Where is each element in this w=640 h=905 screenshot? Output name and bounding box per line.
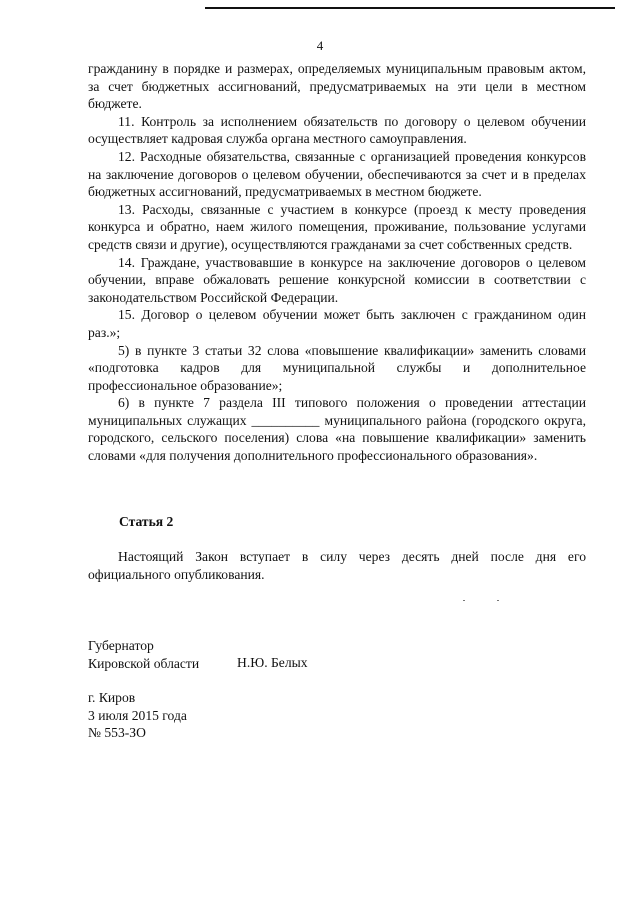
- final-provision-text: Настоящий Закон вступает в силу через десять дней после дня его официального опубликования.: [88, 549, 586, 582]
- paragraph-item-13: 13. Расходы, связанные с участием в конкурсе (проезд к месту проведения конкурса и обратно, наем жилого помещения, проживание, пользование услугами средств связи и другие), осуществляются гражданами за счет собственных средств.: [88, 201, 586, 252]
- paragraph-item-14: 14. Граждане, участвовавшие в конкурсе на заключение договоров о целевом обучении, вправе обжаловать решение конкурсной комиссии в соответствии с законодательством Российской Федерации.: [88, 254, 586, 305]
- signature-title-line1: Губернатор: [88, 638, 154, 653]
- place-date-block: [88, 689, 187, 742]
- city: г. Киров: [88, 690, 136, 705]
- date: 3 июля 2015 года: [88, 707, 187, 723]
- scan-speck: [463, 600, 465, 601]
- paragraph-item-12: 12. Расходные обязательства, связанные с организацией проведения конкурсов на заключение договоров о целевом обучении, обеспечиваются за счет и в пределах бюджетных ассигнований, предусматриваемых в местном бюджете.: [88, 148, 586, 200]
- scan-speck: [497, 600, 499, 601]
- paragraph-item-11: 11. Контроль за исполнением обязательств по договору о целевом обучении осуществляет кадровая служба органа местного самоуправления.: [88, 113, 586, 147]
- top-rule: [205, 7, 615, 9]
- document-body: [88, 60, 586, 465]
- article-heading: Статья 2: [119, 514, 174, 529]
- page-number: 4: [316, 38, 324, 53]
- final-provision: [88, 548, 586, 584]
- signature-name: Н.Ю. Белых: [237, 655, 308, 670]
- paragraph-item-15: 15. Договор о целевом обучении может быть заключен с гражданином один раз.»;: [88, 307, 586, 340]
- signature-title-line2: Кировской области: [88, 655, 200, 671]
- paragraph-item-5: 5) в пункте 3 статьи 32 слова «повышение квалификации» заменить словами «подготовка кадров для муниципальной службы и дополнительное профессиональное образование»;: [88, 342, 586, 393]
- paragraph-continuation: гражданину в порядке и размерах, определяемых муниципальным правовым актом, за счет бюджетных ассигнований, предусматриваемых на эти цели в местном бюджете.: [88, 61, 586, 112]
- signature-block: [88, 637, 199, 672]
- paragraph-item-6: 6) в пункте 7 раздела III типового положения о проведении аттестации муниципальных служащих __________ муниципального района (городского округа, городского, сельского поселения) слова «на повышение квалификации» заменить словами «для получения дополнительного профессионального образования».: [88, 395, 586, 464]
- law-number: № 553-ЗО: [88, 725, 146, 741]
